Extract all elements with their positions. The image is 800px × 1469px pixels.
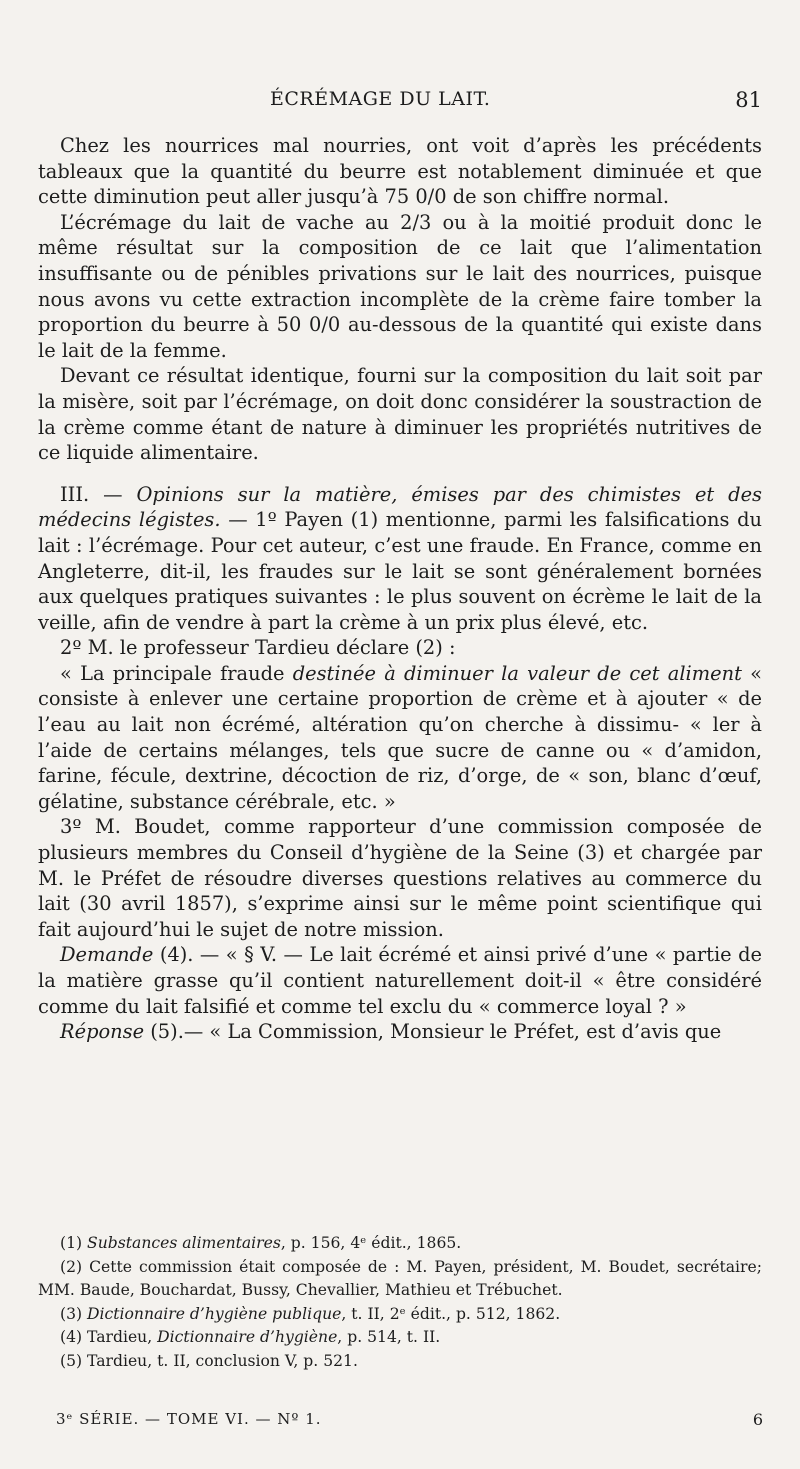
footnote-text: , t. II, 2ᵉ édit., p. 512, 1862. bbox=[341, 1304, 561, 1323]
quote-text: « La principale fraude bbox=[60, 661, 293, 685]
footnote-text: , p. 514, t. II. bbox=[337, 1328, 441, 1346]
paragraph: L’écrémage du lait de vache au 2/3 ou à la moitié produit donc le même résultat sur la composition de ce lait que l’alimentation insuffisante ou de pénibles privations sur le lait des nourrices, puisque nous avons vu cette extraction incomplète de la crème faire tomber la proportion du beurre à 50 0/0 au-dessous de la quantité qui existe dans le lait de la femme. bbox=[38, 210, 762, 362]
section-number: III. — bbox=[60, 482, 137, 506]
footnote bbox=[38, 1303, 762, 1327]
footnote-title: Dictionnaire d’hygiène bbox=[157, 1328, 338, 1346]
footnote-marker: (4) Tardieu, bbox=[60, 1328, 158, 1346]
paragraph: 3º M. Boudet, comme rapporteur d’une commission composée de plusieurs membres du Conseil d’hygiène de la Seine (3) et chargée par M. le Préfet de résoudre diverses questions relatives au commerce du lait (30 avril 1857), s’exprime ainsi sur le même point scientifique qui fait aujourd’hui le sujet de notre mission. bbox=[38, 815, 762, 941]
footnote-text: , p. 156, 4ᵉ édit., 1865. bbox=[280, 1234, 462, 1252]
series-line: 3ᵉ SÉRIE. — TOME VI. — Nº 1. bbox=[56, 1410, 322, 1428]
main-text bbox=[38, 133, 762, 1045]
footnote: (2) Cette commission était composée de : M. Payen, président, M. Boudet, secrétaire; MM. Baude, Bouchardat, Bussy, Chevallier, Mathieu et Trébuchet. bbox=[38, 1257, 762, 1299]
paragraph: Devant ce résultat identique, fourni sur la composition du lait soit par la misère, soit par l’écrémage, on doit donc considérer la soustraction de la crème comme étant de nature à diminuer les propriétés nutritives de ce liquide alimentaire. bbox=[38, 364, 762, 465]
quotation bbox=[38, 661, 762, 815]
paragraph: Chez les nourrices mal nourries, ont voit d’après les précédents tableaux que la quantité du beurre est notablement diminuée et que cette diminution peut aller jusqu’à 75 0/0 de son chiffre normal. bbox=[38, 134, 762, 209]
running-title: ÉCRÉMAGE DU LAIT. bbox=[270, 88, 491, 110]
footnote-marker: (1) bbox=[60, 1234, 88, 1252]
page-footer bbox=[56, 1410, 764, 1436]
quote-emphasis: destinée à diminuer la valeur de cet aliment bbox=[292, 661, 742, 685]
footnote: (5) Tardieu, t. II, conclusion V, p. 521. bbox=[60, 1351, 358, 1370]
footnote-title: Substances alimentaires bbox=[87, 1234, 281, 1252]
paragraph bbox=[38, 942, 762, 1019]
footnote-title: Dictionnaire d’hygiène publique bbox=[87, 1304, 342, 1323]
paragraph-text: (4). — « § V. — Le lait écrémé et ainsi privé d’une « partie de la matière grasse qu’il contient naturellement doit-il « être considéré comme du lait falsifié et comme tel exclu du « commerce loyal ? » bbox=[38, 943, 762, 1018]
section-paragraph bbox=[38, 482, 762, 636]
footnote bbox=[38, 1232, 762, 1256]
quote-text: « consiste à enlever une certaine proportion de crème et à ajouter « de l’eau au lait non écrémé, altération qu’on cherche à dissimu- « ler à l’aide de certains mélanges, tels que sucre de canne ou « d’amidon, farine, fécule, dextrine, décoction de riz, d’orge, de « son, blanc d’œuf, gélatine, substance cérébrale, etc. » bbox=[38, 661, 762, 813]
footnotes bbox=[38, 1232, 762, 1373]
paragraph-text: — 1º Payen (1) mentionne, parmi les falsifications du lait : l’écrémage. Pour cet auteur, c’est une fraude. En France, comme en Angleterre, dit-il, les fraudes sur le lait se sont généralement bornées aux quelques pratiques suivantes : le plus souvent on écrème le lait de la veille, afin de vendre à part la crème à un prix plus élevé, etc. bbox=[38, 508, 762, 634]
paragraph-text: (5).— « La Commission, Monsieur le Préfet, est d’avis que bbox=[144, 1020, 722, 1044]
paragraph bbox=[38, 1019, 762, 1045]
footnote-marker: (3) bbox=[60, 1304, 88, 1323]
signature-mark: 6 bbox=[752, 1410, 764, 1429]
question-label: Demande bbox=[60, 943, 154, 967]
section-heading: Opinions sur la matière, émises par des chimistes et des médecins légistes. bbox=[38, 482, 762, 532]
answer-label: Réponse bbox=[60, 1020, 145, 1044]
paragraph: 2º M. le professeur Tardieu déclare (2) : bbox=[60, 636, 456, 660]
running-header bbox=[40, 88, 762, 124]
page-number: 81 bbox=[735, 88, 762, 112]
footnote bbox=[38, 1326, 762, 1350]
